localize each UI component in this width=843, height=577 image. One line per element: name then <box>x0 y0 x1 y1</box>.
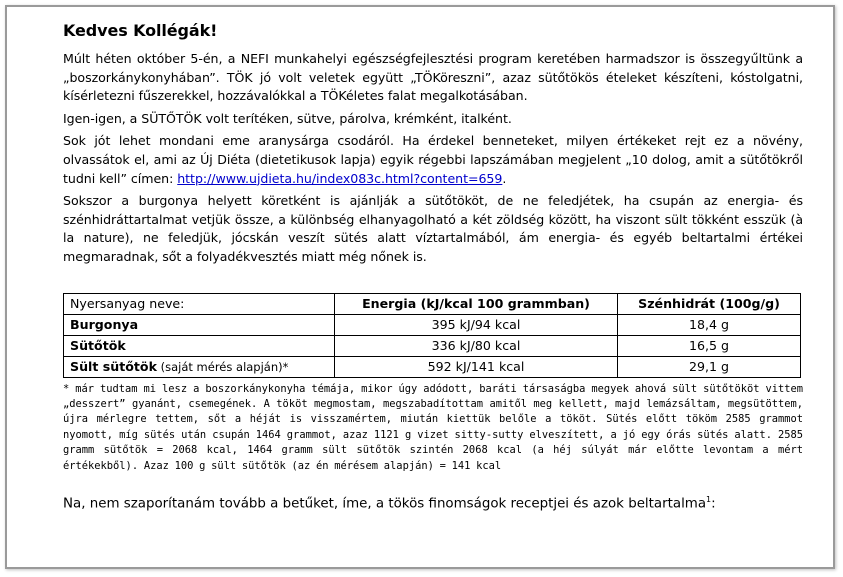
article-link[interactable]: http://www.ujdieta.hu/index083c.html?content=659 <box>177 170 503 186</box>
document-page <box>5 5 835 569</box>
energy-value: 336 kJ/80 kcal <box>335 335 618 356</box>
footnote: * már tudtam mi lesz a boszorkánykonyha témája, mikor úgy adódott, baráti társaságba megyek ahová sült sütőtököt vittem „desszert” gyanánt, csemegének. A tököt megmostam, megszabadítottam amitől meg kellett, majd lemázsáltam, megsütöttem, újra mérlegre tettem, sőt a héját is visszamértem, miután kiettük belőle a tököt. Sütés előtt tököm 2585 grammot nyomott, míg sütés után csupán 1464 grammot, azaz 1121 g vizet sitty-sutty elveszített, a jó egy órás sütés alatt. 2585 gramm sütőtök = 2068 kcal, 1464 gramm sült sütőtök szintén 2068 kcal (a héj súlyát már előtte levontam a mért értékekből). Azaz 100 g sült sütőtök (az én mérésem alapján) = 141 kcal <box>63 382 803 472</box>
measurement-note: (saját mérés alapján)* <box>156 360 289 375</box>
paragraph-event: Múlt héten október 5-én, a NEFI munkahelyi egészségfejlesztési program keretében harmadszor is összegyűltünk a „boszorkánykonyhában”. TÖK jó volt veletek együtt „TÖKöreszni”, azaz sütőtökös ételeket készíteni, kóstolgatni, kísérletezni fűszerekkel, hozzávalókkal a TÖKéletes falat megalkotásában. <box>63 51 803 104</box>
header-carbohydrate: Szénhidrát (100g/g) <box>618 293 801 314</box>
footnote-marker: 1 <box>706 494 712 504</box>
paragraph-article-text: Sok jót lehet mondani eme aranysárga csodáról. Ha érdekel benneteket, milyen értékeket rejt ez a növény, olvassátok el, ami az Új Diéta (dietetikusok lapja) egyik régebbi lapszámában megjelent „10 dolog, amit a sütőtökről tudni kell” címen: <box>63 133 803 186</box>
header-ingredient: Nyersanyag neve: <box>64 293 335 314</box>
energy-value: 395 kJ/94 kcal <box>335 314 618 335</box>
document-content <box>63 21 803 511</box>
paragraph-article-reference <box>63 132 803 188</box>
paragraph-comparison: Sokszor a burgonya helyett köretként is ajánlják a sütőtököt, de ne feledjétek, ha csupán az energia- és szénhidráttartalmat vetjük össze, a különbség elhanyagolható a két zöldség között, ha viszont sült tökként esszük (à la nature), ne feledjük, jócskán veszít sütés alatt víztartalmából, ám energia- és egyéb beltartalmi értékei megmaradnak, sőt a folyadékvesztés miatt még nőnek is. <box>63 193 803 264</box>
table-row <box>64 335 801 356</box>
table-header-row <box>64 293 801 314</box>
ingredient-name: Sütőtök <box>64 335 335 356</box>
greeting-heading: Kedves Kollégák! <box>63 21 218 40</box>
paragraph-article-end: . <box>502 170 507 186</box>
table-row <box>64 314 801 335</box>
header-energy: Energia (kJ/kcal 100 grammban) <box>335 293 618 314</box>
nutrition-table <box>63 293 801 378</box>
carb-value: 18,4 g <box>618 314 801 335</box>
ingredient-name: Sült sütőtök (saját mérés alapján)* <box>64 356 335 377</box>
table-row <box>64 356 801 377</box>
carb-value: 16,5 g <box>618 335 801 356</box>
carb-value: 29,1 g <box>618 356 801 377</box>
closing-sentence: Na, nem szaporítanám tovább a betűket, íme, a tökös finomságok receptjei és azok beltartalma$^1$: <box>63 494 716 512</box>
energy-value: 592 kJ/141 kcal <box>335 356 618 377</box>
paragraph-pumpkin-served: Igen-igen, a SÜTŐTÖK volt terítéken, sütve, párolva, krémként, italként. <box>63 110 512 126</box>
ingredient-name: Burgonya <box>64 314 335 335</box>
